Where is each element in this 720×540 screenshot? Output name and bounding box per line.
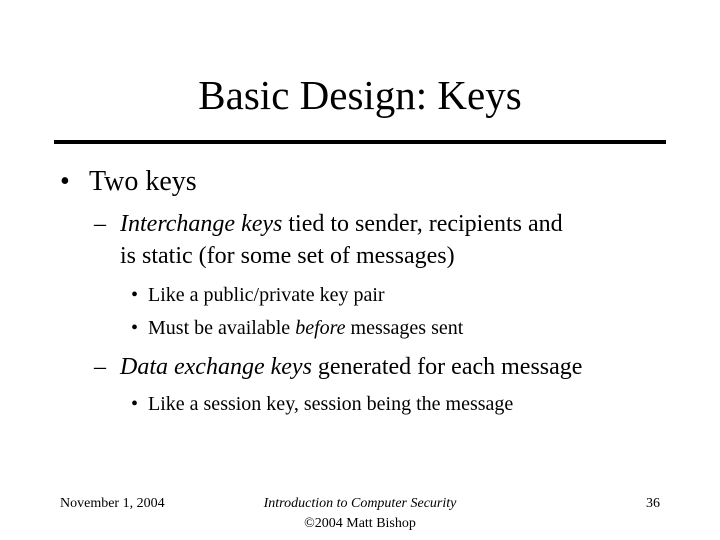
sub-bullet-public-private: [131, 283, 385, 307]
bullet-two-keys: [60, 166, 197, 198]
available-text-emphasis: before: [295, 317, 346, 339]
interchange-keys-term: Interchange keys: [120, 211, 283, 237]
data-exchange-keys-term: Data exchange keys: [120, 354, 312, 380]
bullet-interchange-keys: [94, 210, 563, 238]
bullet-marker: •: [131, 284, 139, 306]
data-exchange-keys-text: generated for each message: [311, 354, 583, 380]
dash-marker: –: [94, 354, 106, 380]
available-text-pre: Must be available: [148, 317, 296, 339]
footer-date: November 1, 2004: [60, 496, 165, 511]
footer-course: [200, 494, 520, 534]
bullet-marker: •: [60, 166, 70, 197]
slide-title: Basic Design: Keys: [198, 72, 522, 118]
bullet-marker: •: [131, 393, 139, 415]
session-key-text: Like a session key, session being the message: [148, 393, 514, 415]
footer-page-number: 36: [646, 496, 660, 511]
title-divider: [54, 140, 666, 144]
bullet-interchange-keys-continued: [120, 242, 455, 270]
dash-marker: –: [94, 211, 106, 237]
available-text-post: messages sent: [345, 317, 464, 339]
bullet-data-exchange-keys: [94, 353, 582, 381]
interchange-keys-text-line1: tied to sender, recipients and: [282, 211, 563, 237]
bullet-marker: •: [131, 317, 139, 339]
interchange-keys-text-line2: is static (for some set of messages): [120, 243, 455, 269]
public-private-text: Like a public/private key pair: [148, 284, 385, 306]
sub-bullet-session-key: [131, 392, 513, 416]
footer-copyright: ©2004 Matt Bishop: [304, 516, 416, 531]
footer-course-name: Introduction to Computer Security: [263, 496, 457, 511]
sub-bullet-must-be-available: [131, 316, 463, 340]
bullet-two-keys-text: Two keys: [89, 166, 197, 197]
